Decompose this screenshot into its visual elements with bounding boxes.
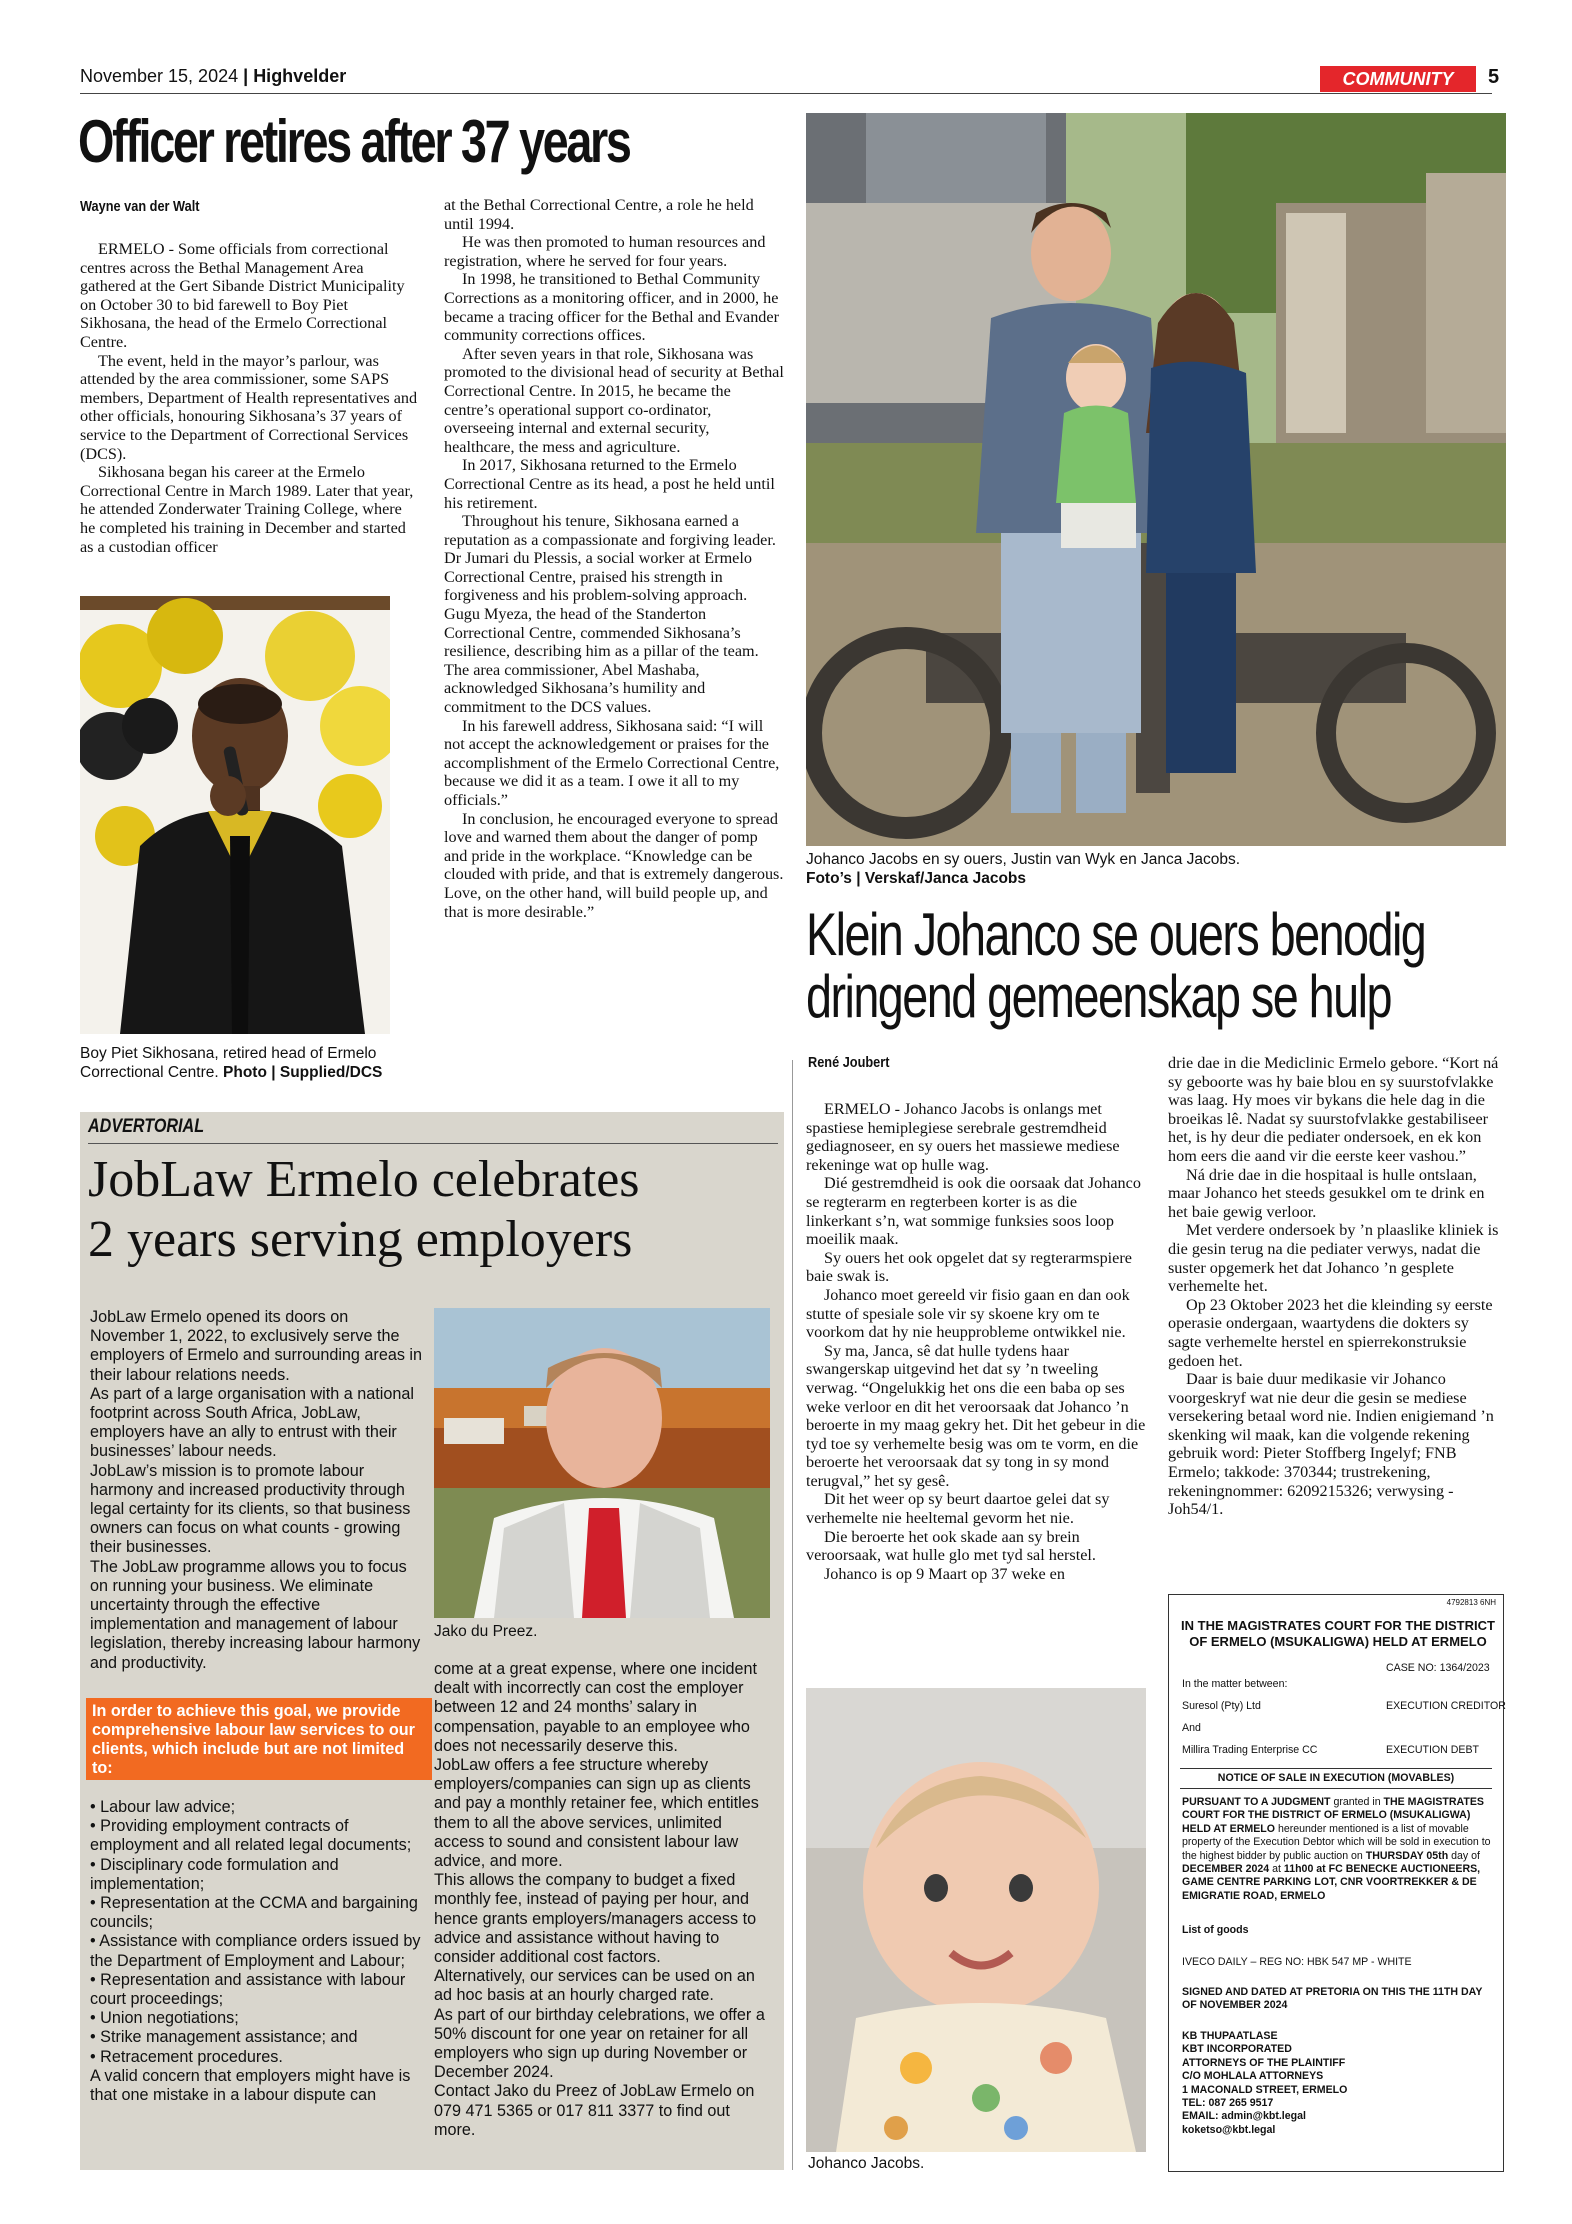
notice-goods: IVECO DAILY – REG NO: HBK 547 MP - WHITE — [1182, 1956, 1412, 1968]
attorney-line: KB THUPAATLASE — [1182, 2030, 1278, 2042]
notice-bold: 11h00 at FC BENECKE AUCTIONEERS, GAME CENTRE PARKING LOT, CNR VOORTREKKER & DE EMIGRATIE ROAD, ERMELO — [1182, 1863, 1481, 1902]
article2-para: Johanco moet gereeld vir fisio gaan en dan ook stutte of spesiale sole vir sy skoene kry om te voorkom dat hy nie heupprobleme ontwikkel nie. — [806, 1285, 1130, 1342]
notice-party1: Suresol (Pty) Ltd — [1182, 1700, 1261, 1712]
attorney-line: TEL: 087 265 9517 — [1182, 2097, 1274, 2110]
baby-photo — [806, 1688, 1146, 2152]
notice-text: at — [1272, 1863, 1281, 1876]
notice-body — [1182, 1796, 1494, 1903]
bullet-item: • Representation at the CCMA and bargaining councils; — [90, 1894, 418, 1932]
article2-para: Op 23 Oktober 2023 het die kleinding sy eerste operasie ondergaan, waartydens die dokters sy sagte verhemelte herstel en spierrekonstruksie gedoen het. — [1168, 1295, 1493, 1370]
section-label: COMMUNITY — [1342, 69, 1454, 89]
advertorial-para: JobLaw Ermelo opened its doors on November 1, 2022, to exclusively serve the employers of Ermelo and surrounding areas in their labour relations needs. — [90, 1308, 423, 1384]
jako-caption: Jako du Preez. — [434, 1623, 538, 1640]
article1-byline: Wayne van der Walt — [80, 198, 200, 215]
article1-para: After seven years in that role, Sikhosana was promoted to the divisional head of security at Bethal Correctional Centre. In 2015, he became the centre’s operational support co-ordinator, overseeing internal and external security, healthcare, the mess and agriculture. — [444, 344, 784, 456]
article2-byline: René Joubert — [808, 1054, 890, 1071]
article1-para: Throughout his tenure, Sikhosana earned a reputation as a compassionate and forgiving leader. Dr Jumari du Plessis, a social worker at Ermelo Correctional Centre, praised his strength in forgiveness and his problem-solving approach. — [444, 512, 776, 605]
article2-para: Dit het weer op sy beurt daartoe gelei dat sy verhemelte nie heeltemal gevorm het nie. — [806, 1490, 1110, 1528]
article2-para: Ná drie dae in die hospitaal is hulle ontslaan, maar Johanco het steeds gesukkel om te drink en het baie gewig verloor. — [1168, 1165, 1485, 1221]
notice-text: hereunder mentioned is a list of movable property of the Execution Debtor which will be sold in execution to the highest bidder by public auction on — [1182, 1822, 1491, 1862]
notice-rule — [1180, 1788, 1492, 1789]
article1-para: Sikhosana began his career at the Ermelo Correctional Centre in March 1989. Later that year, he attended Zonderwater Training College, where he completed his training in December and started as a custodian officer — [80, 463, 414, 556]
article1-para: In 2017, Sikhosana returned to the Ermelo Correctional Centre as its head, a post he held until his retirement. — [444, 456, 775, 512]
headline-line: dringend gemeenskap se hulp — [806, 963, 1391, 1030]
article2-para: drie dae in die Mediclinic Ermelo gebore. “Kort ná sy geboorte was hy baie blou en sy suurstofvlakke was laag. Hy moes vir bykans die hele dag in die broeikas lê. Nadat sy suurstofvlakke gestabiliseer het, is hy deur die pediater ondersoek, en ek kon hom eers die aand vir die eerste keer vashou.” — [1168, 1054, 1499, 1165]
advertorial-para: JobLaw’s mission is to promote labour harmony and increased productivity through legal certainty for its clients, so that business owners can focus on what counts - growing their businesses. — [90, 1461, 411, 1557]
notice-sale-title: NOTICE OF SALE IN EXECUTION (MOVABLES) — [1217, 1772, 1455, 1784]
masthead-date — [80, 66, 346, 87]
notice-attorneys — [1182, 2030, 1494, 2137]
notice-party2-role: EXECUTION DEBT — [1386, 1744, 1480, 1756]
article2-para: Johanco is op 9 Maart op 37 weke en — [824, 1564, 1065, 1583]
article2-col2 — [1168, 1054, 1502, 1519]
column-rule — [792, 1060, 793, 2170]
attorney-line: C/O MOHLALA ATTORNEYS — [1182, 2070, 1324, 2083]
advertorial-para: Contact Jako du Preez of JobLaw Ermelo on 079 471 5365 or 017 811 3377 to find out more. — [434, 2082, 755, 2139]
family-caption — [806, 850, 1506, 888]
baby-caption: Johanco Jacobs. — [808, 2155, 925, 2172]
article1-para: In conclusion, he encouraged everyone to spread love and warned them about the danger of pomp and pride in the workplace. “Knowledge can be clouded with pride, and that is extremely dangerous. Love, on the other hand, will build people up, and that is more desirable.” — [444, 809, 784, 921]
bullet-item: • Union negotiations; — [90, 2009, 239, 2028]
notice-title: IN THE MAGISTRATES COURT FOR THE DISTRICT OF ERMELO (MSUKALIGWA) HELD AT ERMELO — [1181, 1618, 1495, 1649]
notice-signed: SIGNED AND DATED AT PRETORIA ON THIS THE 11TH DAY OF NOVEMBER 2024 — [1182, 1986, 1483, 2012]
attorney-line: KBT INCORPORATED — [1182, 2043, 1292, 2056]
notice-bold: THURSDAY 05th — [1365, 1849, 1449, 1862]
advertorial-para: Alternatively, our services can be used on an ad hoc basis at an hourly charged rate. — [434, 1967, 755, 2005]
article1-para: The event, held in the mayor’s parlour, was attended by the area commissioner, some SAPS members, Department of Health representatives and other officials, honouring Sikhosana’s 37 years of service to the Department of Correctional Services (DCS). — [80, 351, 418, 463]
separator: | — [243, 66, 249, 86]
bullet-item: • Providing employment contracts of employment and all related legal documents; — [90, 1817, 412, 1855]
caption-text: Boy Piet Sikhosana, retired head of Ermelo Correctional Centre. — [80, 1045, 377, 1081]
notice-case-no: CASE NO: 1364/2023 — [1386, 1662, 1490, 1674]
article2-para: Sy ma, Janca, sê dat hulle tydens haar swangerskap uitgevind het dat sy ’n tweeling verwag. “Ongelukkig het ons die een baba op ses weke verloor en dit het veroorsaak dat Johanco ’n beroerte in my maag gekry het. Dit het gebeur in die tyd toe sy verhemelte besig was om te vorm, en die beroerte het veroorsaak dat sy tong in sy mond terugval,” het sy gesê. — [806, 1341, 1146, 1490]
notice-bold: THE MAGISTRATES COURT FOR THE DISTRICT OF ERMELO (MSUKALIGWA) HELD AT ERMELO — [1182, 1796, 1484, 1835]
advertorial-col1 — [90, 1308, 426, 1673]
article2-para: ERMELO - Johanco Jacobs is onlangs met spastiese hemiplegiese serebrale gestremdheid gediagnoseer, en sy ouers het massiewe mediese rekeninge wat op hulle wag. — [806, 1100, 1120, 1174]
article1-para: He was then promoted to human resources and registration, where he served for four years. — [444, 233, 766, 270]
article1-para: at the Bethal Correctional Centre, a role he held until 1994. — [444, 196, 754, 233]
jako-photo — [434, 1308, 770, 1618]
article2-para: Daar is baie duur medikasie vir Johanco voorgeskryf wat nie deur die gesin se mediese versekering betaal word nie. Indien enigiemand ’n skenking wil maak, kan die volgende rekening gebruik word: Pieter Stoffberg Ingelyf; FNB Ermelo; takkode: 370344; trustrekening, rekeningnommer: 6209215326; verwysing - Joh54/1. — [1168, 1370, 1494, 1519]
bullet-item: • Assistance with compliance orders issued by the Department of Employment and Labour; — [90, 1932, 421, 1970]
notice-party1-role: EXECUTION CREDITOR — [1386, 1700, 1506, 1712]
article1-col2 — [444, 196, 784, 921]
attorney-line: koketso@kbt.legal — [1182, 2123, 1276, 2136]
advertorial-rule — [88, 1143, 778, 1144]
article1-para: In his farewell address, Sikhosana said: “I will not accept the acknowledgement or praises for the accomplishment of the Ermelo Correctional Centre, because we did it as a team. I owe it all to my officials.” — [444, 716, 780, 809]
family-photo — [806, 113, 1506, 846]
advertorial-para: The JobLaw programme allows you to focus on running your business. We eliminate uncertainty through the effective implementation and management of labour legislation, thereby increasing labour harmony and productivity. — [90, 1557, 421, 1672]
caption-text: Johanco Jacobs en sy ouers, Justin van Wyk en Janca Jacobs. — [806, 851, 1241, 868]
bullet-item: • Disciplinary code formulation and implementation; — [90, 1855, 339, 1893]
caption-credit: Foto’s | Verskaf/Janca Jacobs — [806, 870, 1027, 887]
header-rule — [80, 93, 1492, 94]
advertorial-headline — [88, 1150, 640, 1270]
notice-and: And — [1182, 1722, 1201, 1734]
officer-photo — [80, 596, 390, 1034]
article2-para: Dié gestremdheid is ook die oorsaak dat Johanco se regterarm en regterbeen korter is as die linkerkant s’n, wat sommige funksies soos loop moeilik maak. — [806, 1174, 1141, 1249]
article1-para: Gugu Myeza, the head of the Standerton Correctional Centre, commended Sikhosana’s resilience, describing him as a pillar of the team. The area commissioner, Abel Mashaba, acknowledged Sikhosana’s humility and commitment to the DCS values. — [444, 605, 759, 717]
attorney-line: EMAIL: admin@kbt.legal — [1182, 2110, 1306, 2123]
article2-col1 — [806, 1100, 1146, 1583]
advertorial-para: As part of a large organisation with a national footprint across South Africa, JobLaw, employers have an ally to entrust with their businesses’ labour needs. — [90, 1384, 414, 1461]
caption-credit: Photo | Supplied/DCS — [223, 1064, 383, 1081]
bullet-item: • Labour law advice; — [90, 1798, 236, 1816]
article2-headline — [806, 901, 1426, 1030]
notice-rule — [1180, 1768, 1492, 1769]
advertorial-col2 — [434, 1660, 774, 2140]
highlight-box — [86, 1698, 432, 1780]
advertorial-bullets — [90, 1798, 426, 2105]
article1-col1 — [80, 240, 420, 556]
paper-name: Highvelder — [253, 66, 347, 86]
article2-para: Sy ouers het ook opgelet dat sy regterarmspiere baie swak is. — [806, 1248, 1132, 1286]
notice-party2: Millira Trading Enterprise CC — [1182, 1744, 1318, 1756]
bullet-item: • Strike management assistance; and — [90, 2028, 358, 2047]
headline-line: JobLaw Ermelo celebrates — [88, 1151, 640, 1208]
advertorial-para: come at a great expense, where one incident dealt with incorrectly can cost the employer between 12 and 24 months’ salary in compensation, payable to an employee who does not necessarily deserve this. — [434, 1660, 758, 1755]
article1-headline: Officer retires after 37 years — [78, 108, 630, 175]
attorney-line: 1 MACONALD STREET, ERMELO — [1182, 2083, 1348, 2096]
officer-caption — [80, 1044, 410, 1082]
notice-matter: In the matter between: — [1182, 1678, 1288, 1690]
notice-text: granted in — [1333, 1796, 1381, 1808]
headline-line: 2 years serving employers — [88, 1211, 633, 1268]
attorney-line: ATTORNEYS OF THE PLAINTIFF — [1182, 2056, 1346, 2069]
bullet-item: • Retracement procedures. — [90, 2047, 283, 2066]
notice-bold: DECEMBER 2024 — [1182, 1863, 1270, 1876]
notice-ref: 4792813 6NH — [1446, 1598, 1496, 1607]
article1-para: In 1998, he transitioned to Bethal Community Corrections as a monitoring officer, and in 2000, he became a tracing officer for the Bethal and Evander community corrections offices. — [444, 270, 779, 345]
advertorial-para: As part of our birthday celebrations, we offer a 50% discount for one year on retainer for all employers who sign up during November or December 2024. — [434, 2005, 765, 2082]
notice-goods-title: List of goods — [1182, 1924, 1249, 1936]
notice-text: day of — [1451, 1849, 1480, 1862]
article2-para: Die beroerte het ook skade aan sy brein veroorsaak, wat hulle glo met tyd sal herstel. — [806, 1527, 1096, 1565]
advertorial-label: ADVERTORIAL — [88, 1116, 205, 1137]
page-number: 5 — [1488, 66, 1500, 88]
notice-bold: PURSUANT TO A JUDGMENT — [1182, 1796, 1331, 1808]
date: November 15, 2024 — [80, 66, 239, 86]
advertorial-tail: A valid concern that employers might have is that one mistake in a labour dispute can — [90, 2066, 411, 2105]
section-tab — [1320, 66, 1476, 92]
article1-para: ERMELO - Some officials from correctional centres across the Bethal Management Area gathered at the Gert Sibande District Municipality on October 30 to bid farewell to Boy Piet Sikhosana, the head of the Ermelo Correctional Centre. — [80, 240, 405, 351]
headline-line: Klein Johanco se ouers benodig — [806, 901, 1426, 968]
advertorial-para: This allows the company to budget a fixed monthly fee, instead of paying per hour, and hence grants employers/managers access to advice and assistance without having to consider additional cost factors. — [434, 1871, 757, 1967]
bullet-item: • Representation and assistance with labour court proceedings; — [90, 1970, 406, 2009]
highlight-text: In order to achieve this goal, we provide comprehensive labour law services to our clients, which include but are not limited to: — [92, 1702, 415, 1777]
article2-para: Met verdere ondersoek by ’n plaaslike kliniek is die gesin terug na die pediater verwys, nadat die suster opgemerk het dat Johanco ’n gesplete verhemelte het. — [1168, 1221, 1499, 1296]
advertorial-para: JobLaw offers a fee structure whereby employers/companies can sign up as clients and pay a monthly retainer fee, which entitles them to all the above services, unlimited access to sound and consistent labour law advice, and more. — [434, 1756, 759, 1871]
